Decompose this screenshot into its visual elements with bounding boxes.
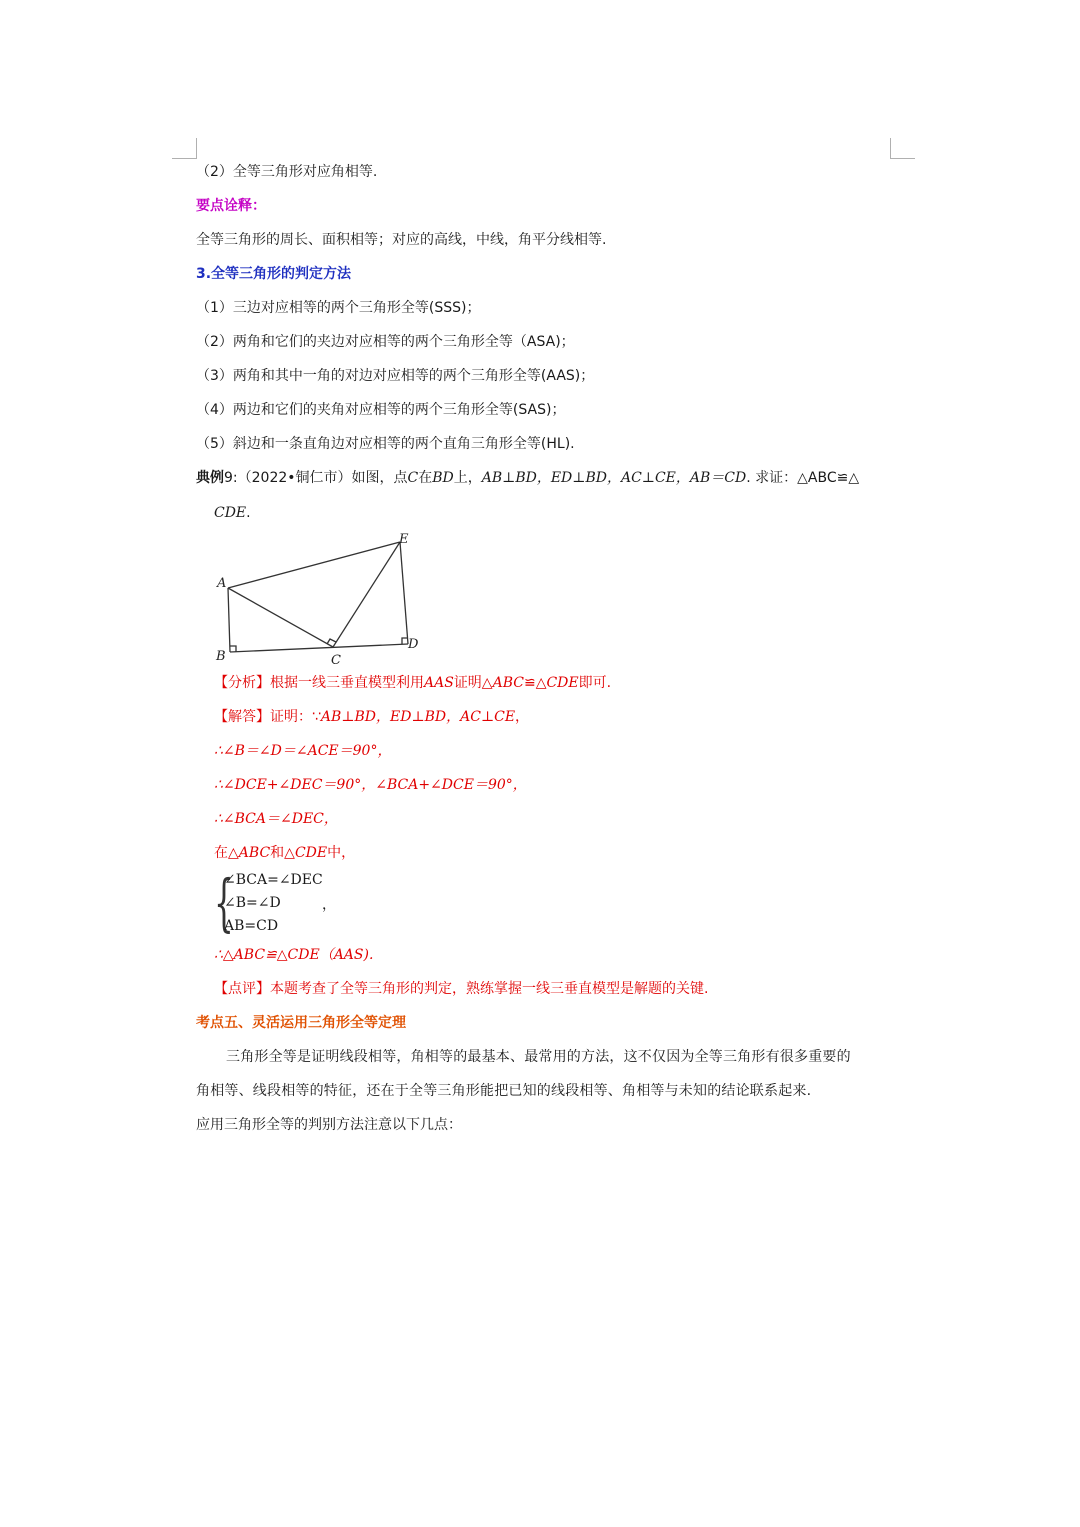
right-angle-mark-b	[230, 646, 236, 652]
figure-label-d: D	[408, 637, 419, 652]
solution-line-1	[214, 707, 529, 727]
equation-comma: ，	[322, 897, 336, 913]
criterion-sas: （4）两边和它们的夹角对应相等的两个三角形全等(SAS)；	[196, 402, 566, 418]
solution-line-4: ∴∠BCA＝∠DEC，	[214, 811, 338, 827]
segment-bd	[230, 644, 408, 652]
criterion-asa: （2）两角和它们的夹边对应相等的两个三角形全等（ASA)；	[196, 334, 575, 350]
example-prove: . 求证：△ABC≌△	[746, 470, 860, 486]
solution-line-3: ∴∠DCE+∠DEC＝90°，∠BCA+∠DCE＝90°，	[214, 777, 527, 793]
text-line-congruent-angles: （2）全等三角形对应角相等.	[196, 164, 378, 180]
equation-3: AB=CD	[224, 918, 279, 934]
analysis-g: 即可.	[578, 675, 612, 691]
paragraph-line-1: 三角形全等是证明线段相等，角相等的最基本、最常用的方法，这不仅因为全等三角形有很多重要的	[226, 1049, 851, 1065]
analysis-e: ≌△	[523, 675, 547, 691]
solution-a: 【解答】证明：∵	[214, 709, 321, 725]
analysis-a: 【分析】根据一线三垂直模型利用	[214, 675, 424, 691]
example-problem-continued	[214, 503, 251, 523]
solution-abc: ABC	[238, 845, 271, 861]
left-brace-icon: {	[214, 866, 234, 939]
equation-system	[214, 866, 344, 939]
paragraph-line-2: 角相等、线段相等的特征，还在于全等三角形能把已知的线段相等、角相等与未知的结论联系起来.	[196, 1083, 812, 1099]
solution-c: ，	[515, 709, 530, 725]
criterion-sss: （1）三边对应相等的两个三角形全等(SSS)；	[196, 300, 481, 316]
example-number: 9	[224, 470, 233, 486]
analysis-cde: CDE	[546, 675, 579, 691]
example-text-e: 上，	[453, 470, 482, 486]
equation-2: ∠B=∠D	[224, 895, 281, 911]
segment-ac	[228, 588, 333, 647]
section-heading-point-five: 考点五、灵活运用三角形全等定理	[196, 1015, 406, 1031]
example-label: 典例	[196, 470, 224, 486]
solution-in: 在△	[214, 845, 239, 861]
example-triangle-cde: CDE	[214, 505, 247, 521]
solution-cde: CDE	[294, 845, 328, 861]
analysis-aas: AAS	[424, 675, 454, 691]
figure-label-b: B	[216, 649, 226, 664]
solution-and: 和△	[270, 845, 295, 861]
example-conditions: AB⊥BD，ED⊥BD，AC⊥CE，AB＝CD	[481, 470, 747, 486]
key-points-heading: 要点诠释：	[196, 198, 266, 214]
figure-label-a: A	[217, 576, 227, 591]
equation-1: ∠BCA=∠DEC	[224, 872, 323, 888]
analysis-line	[214, 673, 611, 693]
page-corner-mark-left	[172, 138, 197, 159]
analysis-abc: ABC	[492, 675, 524, 691]
section-heading-criteria: 3.全等三角形的判定方法	[196, 266, 352, 282]
example-period: .	[246, 505, 251, 521]
segment-de	[400, 542, 408, 644]
geometry-figure	[208, 528, 428, 668]
solution-conditions: AB⊥BD，ED⊥BD，AC⊥CE	[320, 709, 516, 725]
example-segment-bd: BD	[432, 470, 454, 486]
example-point-c: C	[407, 470, 419, 486]
example-text-a: :（2022•铜仁市）如图，点	[232, 470, 408, 486]
figure-label-c: C	[331, 653, 341, 668]
solution-middle: 中，	[327, 845, 356, 861]
analysis-c: 证明△	[453, 675, 493, 691]
segment-ab	[228, 588, 230, 652]
example-problem	[196, 468, 859, 488]
solution-line-2: ∴∠B＝∠D＝∠ACE＝90°，	[214, 743, 392, 759]
figure-label-e: E	[399, 532, 409, 547]
criterion-aas: （3）两角和其中一角的对边对应相等的两个三角形全等(AAS)；	[196, 368, 595, 384]
paragraph-line-3: 应用三角形全等的判别方法注意以下几点：	[196, 1117, 462, 1133]
comment-line: 【点评】本题考查了全等三角形的判定，熟练掌握一线三垂直模型是解题的关键.	[214, 981, 709, 997]
page-corner-mark-right	[890, 138, 915, 159]
segment-ae	[228, 542, 400, 588]
criterion-hl: （5）斜边和一条直角边对应相等的两个直角三角形全等(HL).	[196, 436, 575, 452]
solution-line-5	[214, 843, 355, 863]
text-line-perimeter-area: 全等三角形的周长、面积相等；对应的高线，中线，角平分线相等.	[196, 232, 607, 248]
example-text-c: 在	[418, 470, 433, 486]
solution-conclusion: ∴△ABC≌△CDE（AAS).	[214, 947, 374, 963]
